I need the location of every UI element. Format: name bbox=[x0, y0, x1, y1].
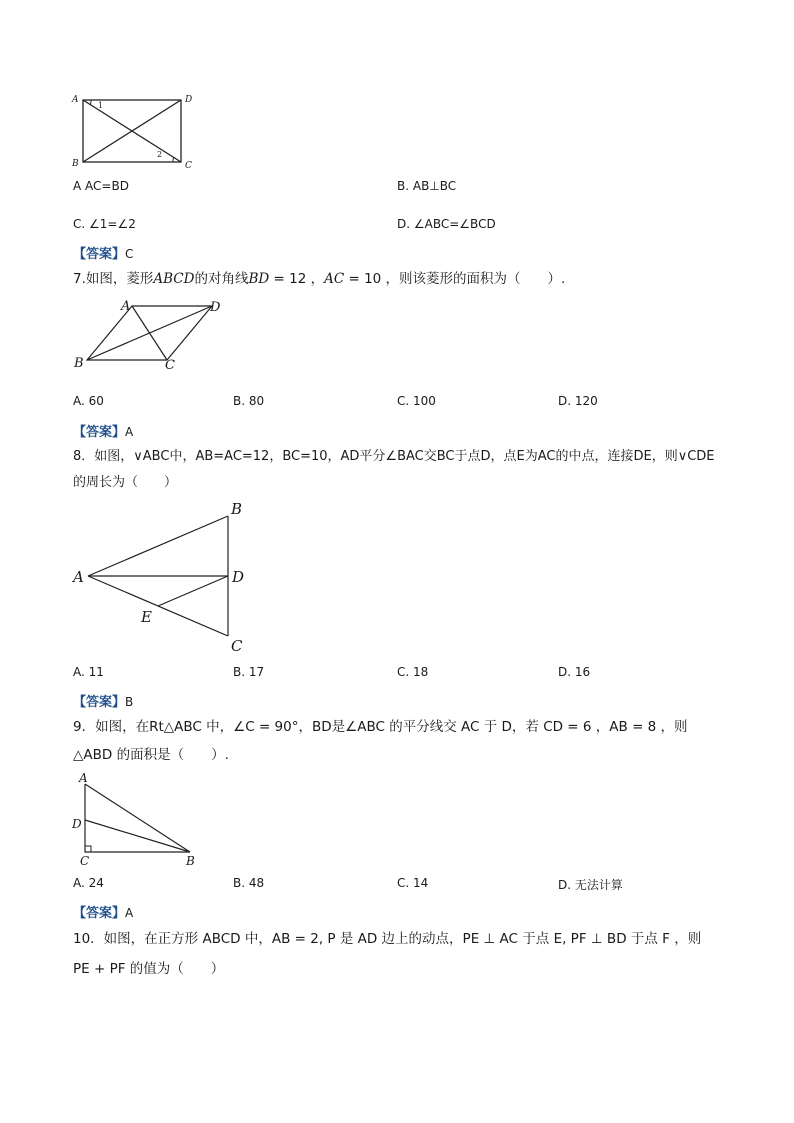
q8-answer bbox=[73, 691, 133, 710]
fig6-label-c: C bbox=[185, 161, 192, 171]
q7-option-a[interactable]: A. 60 bbox=[73, 394, 104, 408]
q7-option-d[interactable]: D. 120 bbox=[558, 394, 598, 408]
q8-question-line1: 8．如图，∨ABC中，AB=AC=12，BC=10，AD平分∠BAC交BC于点D，点E为AC的中点，连接DE，则∨CDE bbox=[73, 449, 715, 464]
fig6-angle-1: 1 bbox=[98, 101, 104, 110]
q9-option-c[interactable]: C. 14 bbox=[397, 876, 429, 890]
q9-label-d: D bbox=[72, 817, 82, 831]
answer-letter: A bbox=[125, 906, 134, 920]
q7-label-d: D bbox=[210, 300, 221, 315]
q8-option-d[interactable]: D. 16 bbox=[558, 665, 591, 679]
q10-question-line1: 10．如图，在正方形 ABCD 中，AB = 2, P 是 AD 边上的动点，PE ⊥ AC 于点 E, PF ⊥ BD 于点 F ，则 bbox=[73, 931, 702, 947]
answer-letter: A bbox=[125, 425, 134, 439]
answer-letter: C bbox=[125, 247, 134, 261]
q9-option-b[interactable]: B. 48 bbox=[233, 876, 265, 890]
q7-text-2: 的对角线 bbox=[194, 271, 249, 287]
q7-number: 7. bbox=[73, 271, 86, 287]
q7-text-1: 如图，菱形 bbox=[85, 271, 154, 287]
q8-label-a: A bbox=[73, 568, 84, 586]
answer-tag: 【答案】 bbox=[73, 695, 126, 710]
q7-rhombus-figure bbox=[70, 296, 230, 376]
q7-var-ac: AC bbox=[324, 271, 345, 287]
q9-question-line1: 9．如图，在Rt△ABC 中，∠C = 90°，BD是∠ABC 的平分线交 AC 于 D，若 CD = 6 ，AB = 8 ，则 bbox=[73, 719, 688, 735]
q9-label-a: A bbox=[79, 771, 88, 785]
fig6-label-b: B bbox=[72, 159, 79, 169]
q6-option-b[interactable]: B. AB⊥BC bbox=[397, 179, 457, 193]
q9-answer bbox=[73, 902, 133, 921]
right-angle-mark bbox=[85, 846, 91, 852]
answer-tag: 【答案】 bbox=[73, 247, 126, 262]
segment-de bbox=[158, 576, 228, 606]
q7-answer bbox=[73, 421, 133, 440]
q8-triangle-figure bbox=[70, 500, 260, 658]
q6-option-a[interactable]: A AC=BD bbox=[73, 179, 129, 193]
q7-text-4: = 10 ，则该菱形的面积为（ ）. bbox=[344, 271, 566, 287]
q7-option-c[interactable]: C. 100 bbox=[397, 394, 436, 408]
q9-option-d[interactable]: D. 无法计算 bbox=[558, 878, 623, 892]
segment-ab bbox=[85, 784, 190, 852]
segment-bd bbox=[85, 820, 190, 852]
q7-var-bd: BD bbox=[248, 271, 270, 287]
q7-var-abcd: ABCD bbox=[153, 271, 195, 287]
segment-ab bbox=[88, 516, 228, 576]
q8-label-b: B bbox=[231, 500, 243, 518]
diagonal-ac bbox=[132, 306, 167, 360]
fig6-label-d: D bbox=[185, 95, 193, 105]
q9-label-c: C bbox=[80, 854, 90, 868]
q7-question bbox=[73, 266, 565, 293]
q8-question-line2: 的周长为（ ） bbox=[73, 475, 178, 490]
q8-option-c[interactable]: C. 18 bbox=[397, 665, 429, 679]
q6-rectangle-figure bbox=[64, 88, 204, 172]
q8-label-e: E bbox=[141, 608, 152, 626]
q8-label-d: D bbox=[232, 568, 245, 586]
q6-option-d[interactable]: D. ∠ABC=∠BCD bbox=[397, 217, 496, 231]
q10-question-line2: PE + PF 的值为（ ） bbox=[73, 961, 225, 977]
q7-label-b: B bbox=[74, 356, 84, 371]
answer-tag: 【答案】 bbox=[73, 906, 126, 921]
q8-label-c: C bbox=[231, 637, 243, 655]
fig6-angle-2: 2 bbox=[157, 150, 163, 159]
q8-option-b[interactable]: B. 17 bbox=[233, 665, 265, 679]
q8-option-a[interactable]: A. 11 bbox=[73, 665, 104, 679]
answer-tag: 【答案】 bbox=[73, 425, 126, 440]
q9-option-a[interactable]: A. 24 bbox=[73, 876, 104, 890]
q9-right-triangle-figure bbox=[70, 768, 210, 868]
q9-label-b: B bbox=[186, 854, 195, 868]
fig6-label-a: A bbox=[72, 95, 79, 105]
answer-letter: B bbox=[125, 695, 134, 709]
q7-label-c: C bbox=[165, 358, 175, 373]
q9-question-line2: △ABD 的面积是（ ）. bbox=[73, 747, 229, 763]
q6-option-c[interactable]: C. ∠1=∠2 bbox=[73, 217, 136, 231]
q7-text-3: = 12 ， bbox=[269, 271, 325, 287]
q7-label-a: A bbox=[121, 299, 131, 314]
q7-option-b[interactable]: B. 80 bbox=[233, 394, 265, 408]
q6-answer bbox=[73, 243, 133, 262]
